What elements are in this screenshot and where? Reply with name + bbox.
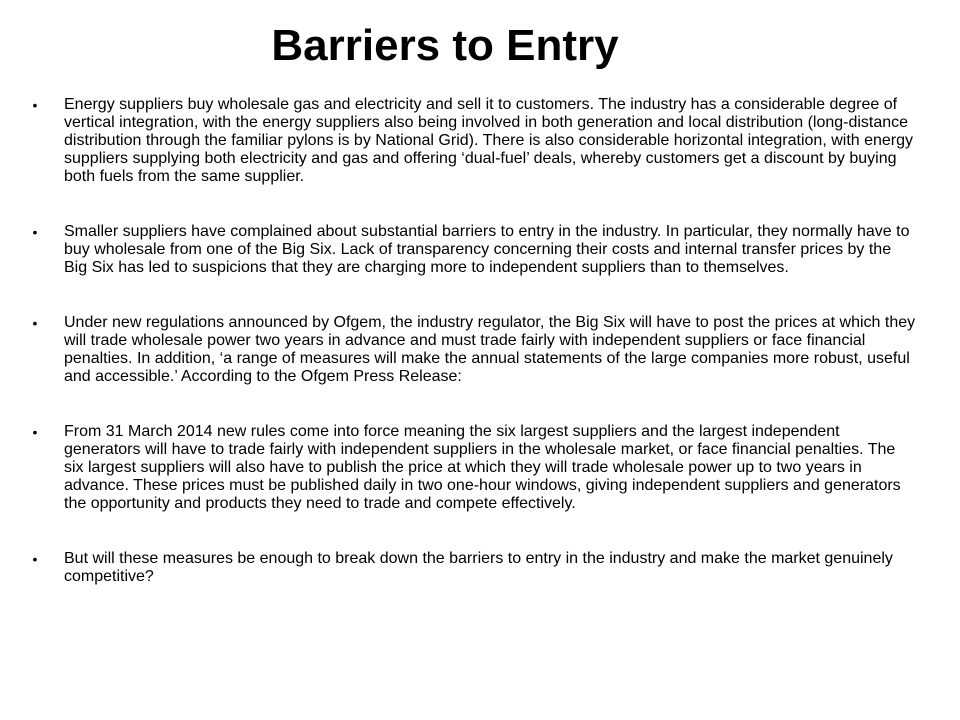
- bullet-marker: •: [32, 551, 38, 567]
- bullet-item: [28, 550, 918, 586]
- bullet-item: [28, 314, 918, 386]
- bullet-item: [28, 223, 918, 277]
- bullet-list: [28, 96, 918, 586]
- slide-title: Barriers to Entry: [271, 21, 619, 70]
- bullet-marker: •: [32, 315, 38, 331]
- bullet-text: Smaller suppliers have complained about substantial barriers to entry in the industry. In particular, they normally have to buy wholesale from one of the Big Six. Lack of transparency concerning their costs and internal transfer prices by the Big Six has led to suspicions that they are charging more to independent suppliers than to themselves.: [64, 223, 910, 276]
- bullet-marker: •: [32, 424, 38, 440]
- bullet-item: [28, 96, 918, 186]
- bullet-text: But will these measures be enough to break down the barriers to entry in the industry and make the market genuinely competitive?: [64, 550, 893, 585]
- bullet-text: Under new regulations announced by Ofgem, the industry regulator, the Big Six will have to post the prices at which they will trade wholesale power two years in advance and must trade fairly with independent suppliers or face financial penalties. In addition, ‘a range of measures will make the annual statements of the large companies more robust, useful and accessible.’ According to the Ofgem Press Release:: [64, 314, 916, 385]
- bullet-text: From 31 March 2014 new rules come into force meaning the six largest suppliers and the largest independent generators will have to trade fairly with independent suppliers in the wholesale market, or face financial penalties. The six largest suppliers will also have to publish the price at which they will trade wholesale power up to two years in advance. These prices must be published daily in two one-hour windows, giving independent suppliers and generators the opportunity and products they need to trade and compete effectively.: [64, 423, 901, 512]
- bullet-item: [28, 423, 918, 513]
- bullet-marker: •: [32, 224, 38, 240]
- bullet-text: Energy suppliers buy wholesale gas and electricity and sell it to customers. The industry has a considerable degree of vertical integration, with the energy suppliers also being involved in both generation and local distribution (long-distance distribution through the familiar pylons is by National Grid). There is also considerable horizontal integration, with energy suppliers supplying both electricity and gas and offering ‘dual-fuel’ deals, whereby customers get a discount by buying both fuels from the same supplier.: [64, 96, 914, 185]
- bullet-marker: •: [32, 97, 38, 113]
